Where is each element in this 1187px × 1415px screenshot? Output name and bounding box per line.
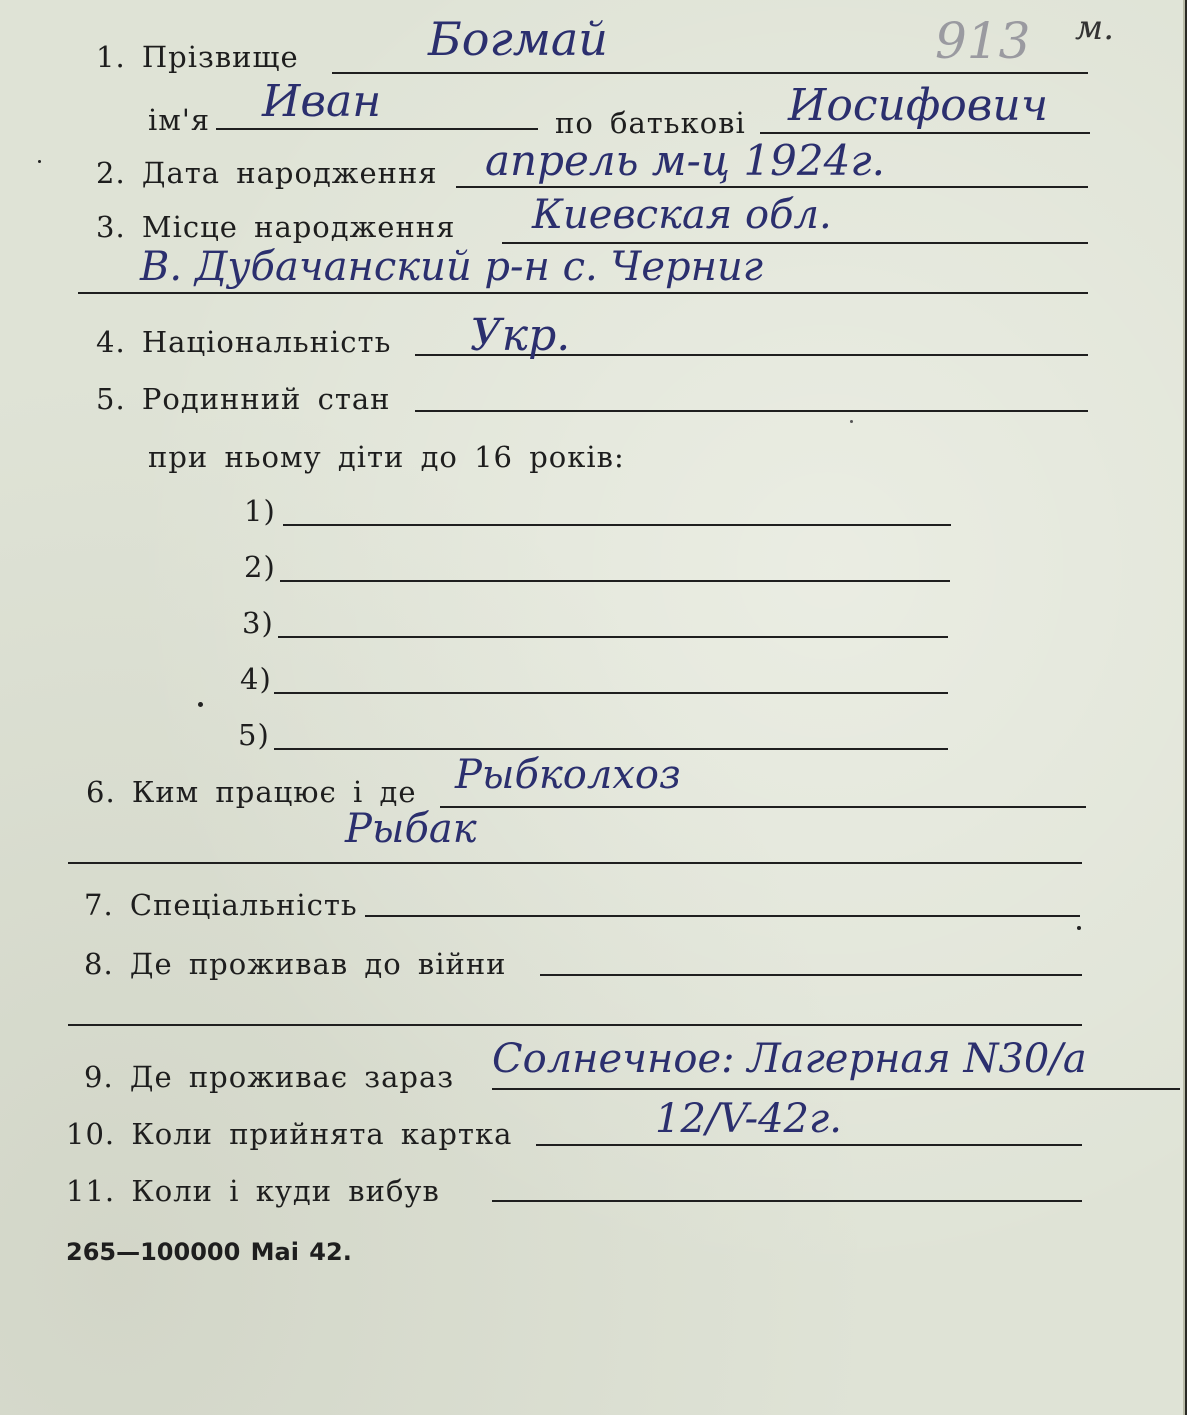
current-residence-value: Солнечное: Лагерная N30/а [492,1036,1087,1082]
departure-label: 11. Коли і куди вибув [66,1174,440,1208]
current-residence-line [492,1088,1180,1090]
prewar-residence-line [540,974,1082,976]
name-line [216,128,538,130]
patronymic-label: по батькові [555,106,746,140]
occupation-value-2: Рыбак [345,806,477,852]
ink-dot [850,420,853,423]
ink-dot [1077,926,1081,930]
child-3-label: 3) [242,606,274,640]
patronymic-line [760,132,1090,134]
children-label: при ньому діти до 16 років: [148,440,625,474]
occupation-line-2 [68,862,1082,864]
child-1-line [283,524,951,526]
birthdate-label: 2. Дата народження [96,156,438,190]
patronymic-value: Иосифович [788,80,1049,131]
occupation-line [440,806,1086,808]
ink-dot [38,160,41,163]
specialty-line [365,915,1080,917]
card-accepted-label: 10. Коли прийнята картка [66,1117,513,1151]
corner-mark: м. [1075,8,1114,48]
child-2-label: 2) [244,550,276,584]
print-code: 265—100000 Mai 42. [66,1238,352,1266]
departure-line [492,1200,1082,1202]
birthplace-line-2 [78,292,1088,294]
current-residence-label: 9. Де проживає зараз [84,1060,455,1094]
child-1-label: 1) [244,494,276,528]
surname-value: Богмай [428,12,608,66]
name-value: Иван [262,76,382,127]
occupation-value: Рыбколхоз [455,752,681,798]
marital-label: 5. Родинний стан [96,382,391,416]
card-number: 913 [935,12,1031,70]
birthdate-line [456,186,1088,188]
child-3-line [278,636,948,638]
prewar-residence-label: 8. Де проживав до війни [84,947,507,981]
prewar-residence-line-2 [68,1024,1082,1026]
child-4-label: 4) [240,662,272,696]
name-label: ім'я [148,103,211,137]
nationality-value: Укр. [470,310,571,361]
child-2-line [280,580,950,582]
birthplace-value: Киевская обл. [532,192,832,238]
child-5-line [274,748,948,750]
card-accepted-value: 12/V-42г. [655,1096,842,1142]
surname-line [332,72,1088,74]
birthplace-label: 3. Місце народження [96,210,456,244]
specialty-label: 7. Спеціальність [84,888,358,922]
surname-label: 1. Прізвище [96,40,299,74]
ink-dot [198,702,203,707]
birthdate-value: апрель м-ц 1924г. [485,136,885,185]
child-5-label: 5) [238,718,270,752]
birthplace-value-2: В. Дубачанский р-н с. Черниг [140,244,763,290]
card-accepted-line [536,1144,1082,1146]
occupation-label: 6. Ким працює і де [86,775,417,809]
child-4-line [274,692,948,694]
nationality-label: 4. Національність [96,325,392,359]
marital-line [415,410,1088,412]
